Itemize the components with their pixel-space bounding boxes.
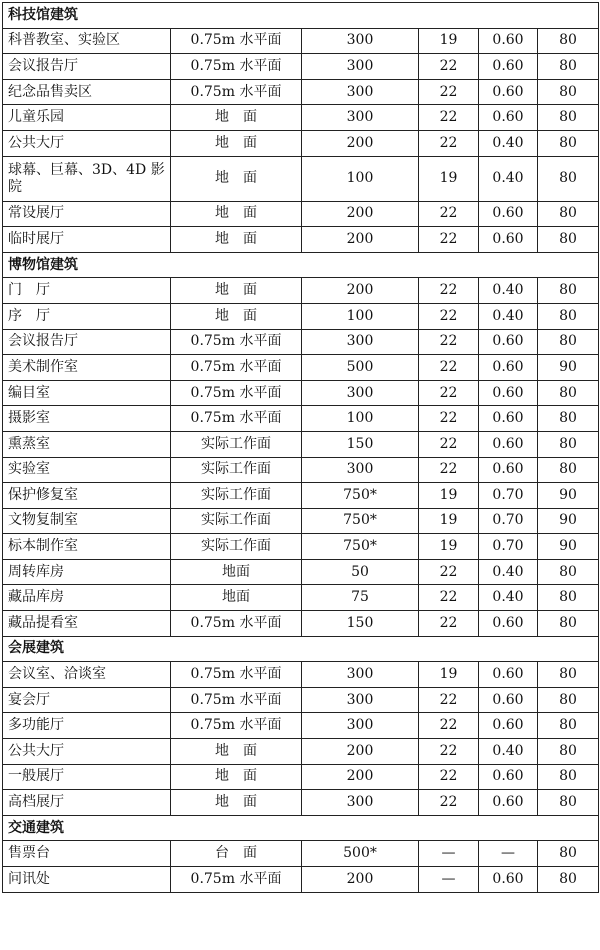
uniformity-cell: 0.70 [479,534,538,560]
uniformity-cell: 0.60 [479,380,538,406]
room-name-cell: 多功能厅 [3,713,171,739]
illuminance-cell: 200 [302,227,419,253]
uniformity-cell: 0.60 [479,431,538,457]
section-title: 交通建筑 [3,815,599,841]
reference-plane-cell: 地面 [171,559,302,585]
illuminance-cell: 500 [302,355,419,381]
uniformity-cell: 0.40 [479,278,538,304]
ugr-cell: 22 [419,201,479,227]
uniformity-cell: — [479,841,538,867]
table-row [3,585,599,611]
ra-cell: 80 [538,611,599,637]
uniformity-cell: 0.60 [479,790,538,816]
illuminance-cell: 100 [302,156,419,201]
ugr-cell: — [419,867,479,893]
ugr-cell: 22 [419,790,479,816]
uniformity-cell: 0.40 [479,156,538,201]
illuminance-cell: 300 [302,687,419,713]
illuminance-cell: 200 [302,278,419,304]
ra-cell: 80 [538,867,599,893]
room-name-cell: 高档展厅 [3,790,171,816]
uniformity-cell: 0.40 [479,559,538,585]
ugr-cell: 19 [419,534,479,560]
ugr-cell: 22 [419,431,479,457]
table-body [3,3,599,893]
reference-plane-cell: 0.75m 水平面 [171,380,302,406]
section-title: 博物馆建筑 [3,252,599,278]
ugr-cell: 22 [419,687,479,713]
reference-plane-cell: 地 面 [171,105,302,131]
reference-plane-cell: 台 面 [171,841,302,867]
room-name-cell: 标本制作室 [3,534,171,560]
uniformity-cell: 0.60 [479,611,538,637]
ra-cell: 80 [538,105,599,131]
room-name-cell: 藏品提看室 [3,611,171,637]
reference-plane-cell: 实际工作面 [171,534,302,560]
room-name-cell: 公共大厅 [3,739,171,765]
uniformity-cell: 0.60 [479,764,538,790]
illuminance-standards-table [2,2,599,893]
table-row [3,739,599,765]
section-header-row [3,815,599,841]
table-row [3,303,599,329]
table-row [3,79,599,105]
illuminance-cell: 300 [302,457,419,483]
room-name-cell: 美术制作室 [3,355,171,381]
table-row [3,380,599,406]
table-row [3,54,599,80]
ra-cell: 80 [538,713,599,739]
reference-plane-cell: 0.75m 水平面 [171,79,302,105]
table-row [3,611,599,637]
table-row [3,508,599,534]
ra-cell: 80 [538,790,599,816]
room-name-cell: 藏品库房 [3,585,171,611]
illuminance-cell: 300 [302,713,419,739]
table-row [3,28,599,54]
reference-plane-cell: 地 面 [171,303,302,329]
reference-plane-cell: 0.75m 水平面 [171,662,302,688]
room-name-cell: 问讯处 [3,867,171,893]
ra-cell: 80 [538,303,599,329]
table-row [3,867,599,893]
table-row [3,329,599,355]
illuminance-cell: 300 [302,54,419,80]
uniformity-cell: 0.40 [479,130,538,156]
table-row [3,662,599,688]
section-title: 科技馆建筑 [3,3,599,29]
uniformity-cell: 0.60 [479,105,538,131]
illuminance-cell: 200 [302,764,419,790]
room-name-cell: 门 厅 [3,278,171,304]
illuminance-cell: 150 [302,431,419,457]
room-name-cell: 临时展厅 [3,227,171,253]
uniformity-cell: 0.60 [479,687,538,713]
ugr-cell: 22 [419,406,479,432]
table-row [3,713,599,739]
ugr-cell: 22 [419,105,479,131]
ugr-cell: 22 [419,355,479,381]
uniformity-cell: 0.60 [479,201,538,227]
room-name-cell: 会议室、洽谈室 [3,662,171,688]
ugr-cell: 22 [419,130,479,156]
room-name-cell: 球幕、巨幕、3D、4D 影院 [3,156,171,201]
illuminance-cell: 50 [302,559,419,585]
ra-cell: 90 [538,534,599,560]
illuminance-cell: 100 [302,406,419,432]
ra-cell: 80 [538,687,599,713]
ugr-cell: 19 [419,508,479,534]
ugr-cell: 22 [419,278,479,304]
uniformity-cell: 0.60 [479,79,538,105]
ugr-cell: 22 [419,329,479,355]
uniformity-cell: 0.60 [479,28,538,54]
illuminance-cell: 300 [302,790,419,816]
table-row [3,687,599,713]
uniformity-cell: 0.70 [479,483,538,509]
ra-cell: 90 [538,355,599,381]
ugr-cell: 22 [419,739,479,765]
table-row [3,355,599,381]
ugr-cell: 19 [419,28,479,54]
reference-plane-cell: 地 面 [171,156,302,201]
illuminance-cell: 750* [302,483,419,509]
ra-cell: 80 [538,278,599,304]
ugr-cell: 19 [419,662,479,688]
illuminance-cell: 200 [302,201,419,227]
room-name-cell: 摄影室 [3,406,171,432]
reference-plane-cell: 地 面 [171,764,302,790]
section-header-row [3,252,599,278]
room-name-cell: 会议报告厅 [3,54,171,80]
uniformity-cell: 0.40 [479,739,538,765]
table-row [3,406,599,432]
room-name-cell: 保护修复室 [3,483,171,509]
ugr-cell: 22 [419,380,479,406]
ra-cell: 80 [538,585,599,611]
reference-plane-cell: 0.75m 水平面 [171,355,302,381]
table-row [3,790,599,816]
table-row [3,764,599,790]
ra-cell: 90 [538,508,599,534]
ugr-cell: 19 [419,156,479,201]
room-name-cell: 常设展厅 [3,201,171,227]
room-name-cell: 序 厅 [3,303,171,329]
reference-plane-cell: 0.75m 水平面 [171,713,302,739]
reference-plane-cell: 0.75m 水平面 [171,687,302,713]
table-row [3,431,599,457]
ra-cell: 90 [538,483,599,509]
ugr-cell: 22 [419,54,479,80]
reference-plane-cell: 地 面 [171,278,302,304]
room-name-cell: 会议报告厅 [3,329,171,355]
table-row [3,105,599,131]
ugr-cell: 22 [419,559,479,585]
reference-plane-cell: 0.75m 水平面 [171,329,302,355]
illuminance-cell: 200 [302,130,419,156]
table-row [3,130,599,156]
ra-cell: 80 [538,130,599,156]
illuminance-cell: 300 [302,28,419,54]
illuminance-cell: 200 [302,739,419,765]
ugr-cell: 22 [419,457,479,483]
table-row [3,483,599,509]
reference-plane-cell: 实际工作面 [171,508,302,534]
reference-plane-cell: 地面 [171,585,302,611]
ra-cell: 80 [538,764,599,790]
uniformity-cell: 0.60 [479,329,538,355]
ugr-cell: 22 [419,713,479,739]
reference-plane-cell: 0.75m 水平面 [171,406,302,432]
ra-cell: 80 [538,201,599,227]
uniformity-cell: 0.60 [479,867,538,893]
room-name-cell: 实验室 [3,457,171,483]
ra-cell: 80 [538,406,599,432]
illuminance-cell: 75 [302,585,419,611]
ra-cell: 80 [538,431,599,457]
reference-plane-cell: 地 面 [171,201,302,227]
table-row [3,841,599,867]
ugr-cell: 22 [419,227,479,253]
room-name-cell: 儿童乐园 [3,105,171,131]
uniformity-cell: 0.60 [479,54,538,80]
reference-plane-cell: 地 面 [171,790,302,816]
ugr-cell: 19 [419,483,479,509]
uniformity-cell: 0.70 [479,508,538,534]
illuminance-cell: 100 [302,303,419,329]
ra-cell: 80 [538,28,599,54]
ra-cell: 80 [538,559,599,585]
reference-plane-cell: 实际工作面 [171,457,302,483]
reference-plane-cell: 地 面 [171,739,302,765]
uniformity-cell: 0.60 [479,355,538,381]
uniformity-cell: 0.60 [479,406,538,432]
reference-plane-cell: 实际工作面 [171,431,302,457]
ugr-cell: 22 [419,303,479,329]
uniformity-cell: 0.40 [479,303,538,329]
illuminance-cell: 750* [302,534,419,560]
ugr-cell: 22 [419,585,479,611]
illuminance-cell: 200 [302,867,419,893]
illuminance-cell: 300 [302,79,419,105]
ra-cell: 80 [538,227,599,253]
table-row [3,534,599,560]
ugr-cell: — [419,841,479,867]
table-row [3,278,599,304]
ra-cell: 80 [538,54,599,80]
illuminance-cell: 500* [302,841,419,867]
ugr-cell: 22 [419,764,479,790]
illuminance-cell: 750* [302,508,419,534]
uniformity-cell: 0.60 [479,227,538,253]
reference-plane-cell: 地 面 [171,227,302,253]
ra-cell: 80 [538,841,599,867]
ra-cell: 80 [538,156,599,201]
room-name-cell: 公共大厅 [3,130,171,156]
illuminance-cell: 300 [302,380,419,406]
room-name-cell: 宴会厅 [3,687,171,713]
reference-plane-cell: 0.75m 水平面 [171,867,302,893]
table-row [3,227,599,253]
uniformity-cell: 0.40 [479,585,538,611]
section-title: 会展建筑 [3,636,599,662]
ra-cell: 80 [538,329,599,355]
illuminance-cell: 150 [302,611,419,637]
illuminance-cell: 300 [302,662,419,688]
uniformity-cell: 0.60 [479,662,538,688]
table-row [3,156,599,201]
reference-plane-cell: 0.75m 水平面 [171,28,302,54]
room-name-cell: 纪念品售卖区 [3,79,171,105]
section-header-row [3,636,599,662]
room-name-cell: 编目室 [3,380,171,406]
room-name-cell: 一般展厅 [3,764,171,790]
room-name-cell: 科普教室、实验区 [3,28,171,54]
ra-cell: 80 [538,79,599,105]
table-row [3,559,599,585]
reference-plane-cell: 实际工作面 [171,483,302,509]
room-name-cell: 文物复制室 [3,508,171,534]
ra-cell: 80 [538,380,599,406]
ugr-cell: 22 [419,79,479,105]
uniformity-cell: 0.60 [479,457,538,483]
table-row [3,457,599,483]
room-name-cell: 周转库房 [3,559,171,585]
uniformity-cell: 0.60 [479,713,538,739]
ra-cell: 80 [538,739,599,765]
room-name-cell: 熏蒸室 [3,431,171,457]
ra-cell: 80 [538,662,599,688]
table-row [3,201,599,227]
reference-plane-cell: 地 面 [171,130,302,156]
reference-plane-cell: 0.75m 水平面 [171,54,302,80]
reference-plane-cell: 0.75m 水平面 [171,611,302,637]
ra-cell: 80 [538,457,599,483]
illuminance-cell: 300 [302,105,419,131]
section-header-row [3,3,599,29]
room-name-cell: 售票台 [3,841,171,867]
illuminance-cell: 300 [302,329,419,355]
ugr-cell: 22 [419,611,479,637]
